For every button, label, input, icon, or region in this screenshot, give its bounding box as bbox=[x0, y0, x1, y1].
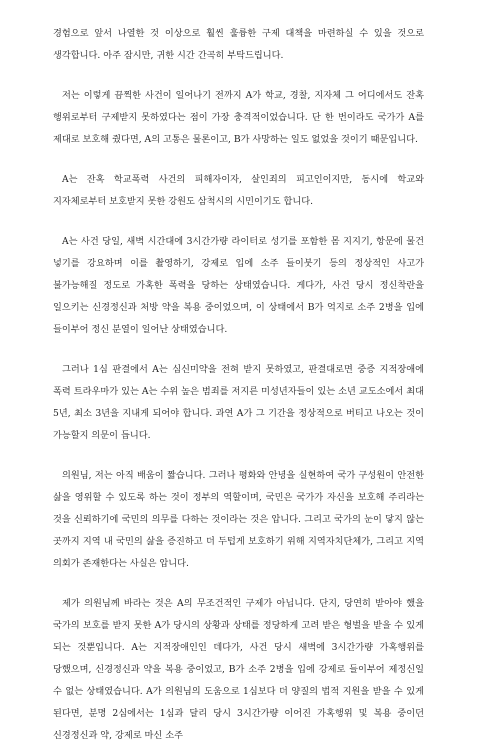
paragraph: 제가 의원님께 바라는 것은 A의 무조건적인 구제가 아닙니다. 단지, 당연히 받아야 했을 국가의 보호를 받지 못한 A가 당시의 상황과 상태를 정당하게 고려 받은 형벌을 받을 수 있게 되는 것뿐입니다. A는 지적장애인인 데다가, 사건 당시 새벽에 3시간가량 가혹행위를 당했으며, 신경정신과 약을 복용 중이었고, B가 소주 2병을 입에 강제로 들이부어 제정신일 수 없는 상태였습니다. A가 의원님의 도움으로 1심보다 더 양질의 법적 지원을 받을 수 있게 된다면, 분명 2심에서는 1심과 달리 당시 3시간가량 이어진 가혹행위 및 복용 중이던 신경정신과 약, 강제로 마신 소주 bbox=[53, 598, 424, 741]
paragraph: 저는 이렇게 끔찍한 사건이 일어나기 전까지 A가 학교, 경찰, 지자체 그 어디에서도 잔혹 행위로부터 구제받지 못하였다는 점이 가장 충격적이었습니다. 단 한 번이라도 국가가 A를 제대로 보호해 줬다면, A의 고통은 물론이고, B가 사망하는 일도 없었을 것이기 때문입니다. bbox=[53, 90, 424, 145]
paragraph: A는 잔혹 학교폭력 사건의 피해자이자, 살인죄의 피고인이지만, 동시에 학교와 지자체로부터 보호받지 못한 강원도 삼척시의 시민이기도 합니다. bbox=[53, 174, 424, 207]
paragraph: 경험으로 앞서 나열한 것 이상으로 훨씬 훌륭한 구제 대책을 마련하실 수 있을 것으로 생각합니다. 아주 잠시만, 귀한 시간 간곡히 부탁드립니다. bbox=[53, 28, 424, 61]
paragraph: 의원님, 저는 아직 배움이 짧습니다. 그러나 평화와 안녕을 실현하여 국가 구성원이 안전한 삶을 영위할 수 있도록 하는 것이 정부의 역할이며, 국민은 국가가 자신을 보호해 주리라는 것을 신뢰하기에 국민의 의무를 다하는 것이라는 것은 압니다. 그리고 국가의 눈이 닿지 않는 곳까지 지역 내 국민의 삶을 증진하고 더 두텁게 보호하기 위해 지역자치단체가, 그리고 지역 의회가 존재한다는 사실은 압니다. bbox=[53, 470, 424, 569]
paragraph: A는 사건 당일, 새벽 시간대에 3시간가량 라이터로 성기를 포함한 몸 지지기, 항문에 물건 넣기를 강요하며 이를 촬영하기, 강제로 입에 소주 들이붓기 등의 정상적인 사고가 불가능해질 정도로 가혹한 폭력을 당하는 상태였습니다. 게다가, 사건 당시 정신착란을 일으키는 신경정신과 처방 약을 복용 중이었으며, 이 상태에서 B가 억지로 소주 2병을 입에 들이부어 정신 분열이 일어난 상태였습니다. bbox=[53, 236, 424, 335]
paragraph: 그러나 1심 판결에서 A는 심신미약을 전혀 받지 못하였고, 판결대로면 중증 지적장애에 폭력 트라우마가 있는 A는 수위 높은 범죄를 저지른 미성년자들이 있는 소년 교도소에서 최대 5년, 최소 3년을 지내게 되어야 합니다. 과연 A가 그 기간을 정상적으로 버티고 나오는 것이 가능할지 의문이 듭니다. bbox=[53, 364, 424, 441]
